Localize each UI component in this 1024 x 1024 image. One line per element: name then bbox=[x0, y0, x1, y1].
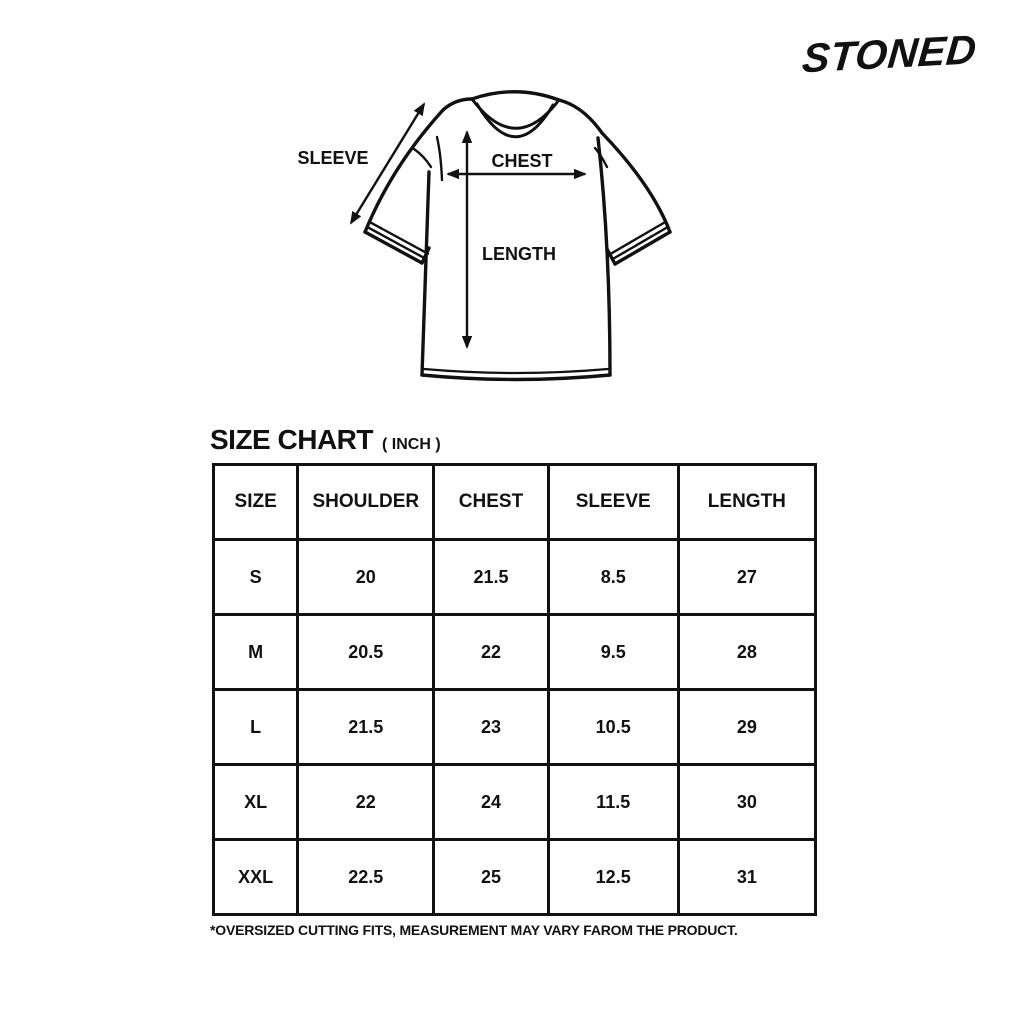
table-cell: 24 bbox=[434, 765, 548, 840]
length-label: LENGTH bbox=[482, 244, 556, 264]
sleeve-label: SLEEVE bbox=[297, 148, 369, 168]
table-header-row bbox=[214, 465, 816, 540]
table-row bbox=[214, 765, 816, 840]
table-cell: 12.5 bbox=[548, 840, 678, 915]
table-cell: 20 bbox=[298, 540, 434, 615]
column-header-sleeve: SLEEVE bbox=[548, 465, 678, 540]
table-cell: 29 bbox=[678, 690, 815, 765]
table-cell: 22 bbox=[298, 765, 434, 840]
table-row bbox=[214, 615, 816, 690]
table-cell: 30 bbox=[678, 765, 815, 840]
table-cell: XXL bbox=[214, 840, 298, 915]
table-cell: 9.5 bbox=[548, 615, 678, 690]
footnote: *OVERSIZED CUTTING FITS, MEASUREMENT MAY VARY FAROM THE PRODUCT. bbox=[210, 922, 738, 938]
table-cell: 8.5 bbox=[548, 540, 678, 615]
table-cell: 25 bbox=[434, 840, 548, 915]
size-chart-title: SIZE CHART bbox=[210, 424, 373, 455]
table-cell: 11.5 bbox=[548, 765, 678, 840]
table-cell: 20.5 bbox=[298, 615, 434, 690]
column-header-chest: CHEST bbox=[434, 465, 548, 540]
column-header-size: SIZE bbox=[214, 465, 298, 540]
table-cell: 22 bbox=[434, 615, 548, 690]
table-cell: 21.5 bbox=[434, 540, 548, 615]
size-table bbox=[212, 463, 817, 916]
table-cell: 22.5 bbox=[298, 840, 434, 915]
table-cell: 23 bbox=[434, 690, 548, 765]
table-row bbox=[214, 840, 816, 915]
table-row bbox=[214, 540, 816, 615]
table-cell: L bbox=[214, 690, 298, 765]
table-cell: 10.5 bbox=[548, 690, 678, 765]
tshirt-drawing-icon bbox=[280, 80, 710, 410]
table-cell: 27 bbox=[678, 540, 815, 615]
table-cell: S bbox=[214, 540, 298, 615]
brand-logo: STONED bbox=[800, 25, 979, 81]
table-row bbox=[214, 690, 816, 765]
table-cell: M bbox=[214, 615, 298, 690]
table-cell: 28 bbox=[678, 615, 815, 690]
table-cell: XL bbox=[214, 765, 298, 840]
tshirt-measurement-diagram bbox=[280, 80, 710, 410]
chest-label: CHEST bbox=[491, 151, 553, 171]
size-chart-heading bbox=[210, 424, 441, 456]
column-header-length: LENGTH bbox=[678, 465, 815, 540]
table-cell: 31 bbox=[678, 840, 815, 915]
size-chart-unit: ( INCH ) bbox=[382, 436, 441, 453]
table-cell: 21.5 bbox=[298, 690, 434, 765]
column-header-shoulder: SHOULDER bbox=[298, 465, 434, 540]
